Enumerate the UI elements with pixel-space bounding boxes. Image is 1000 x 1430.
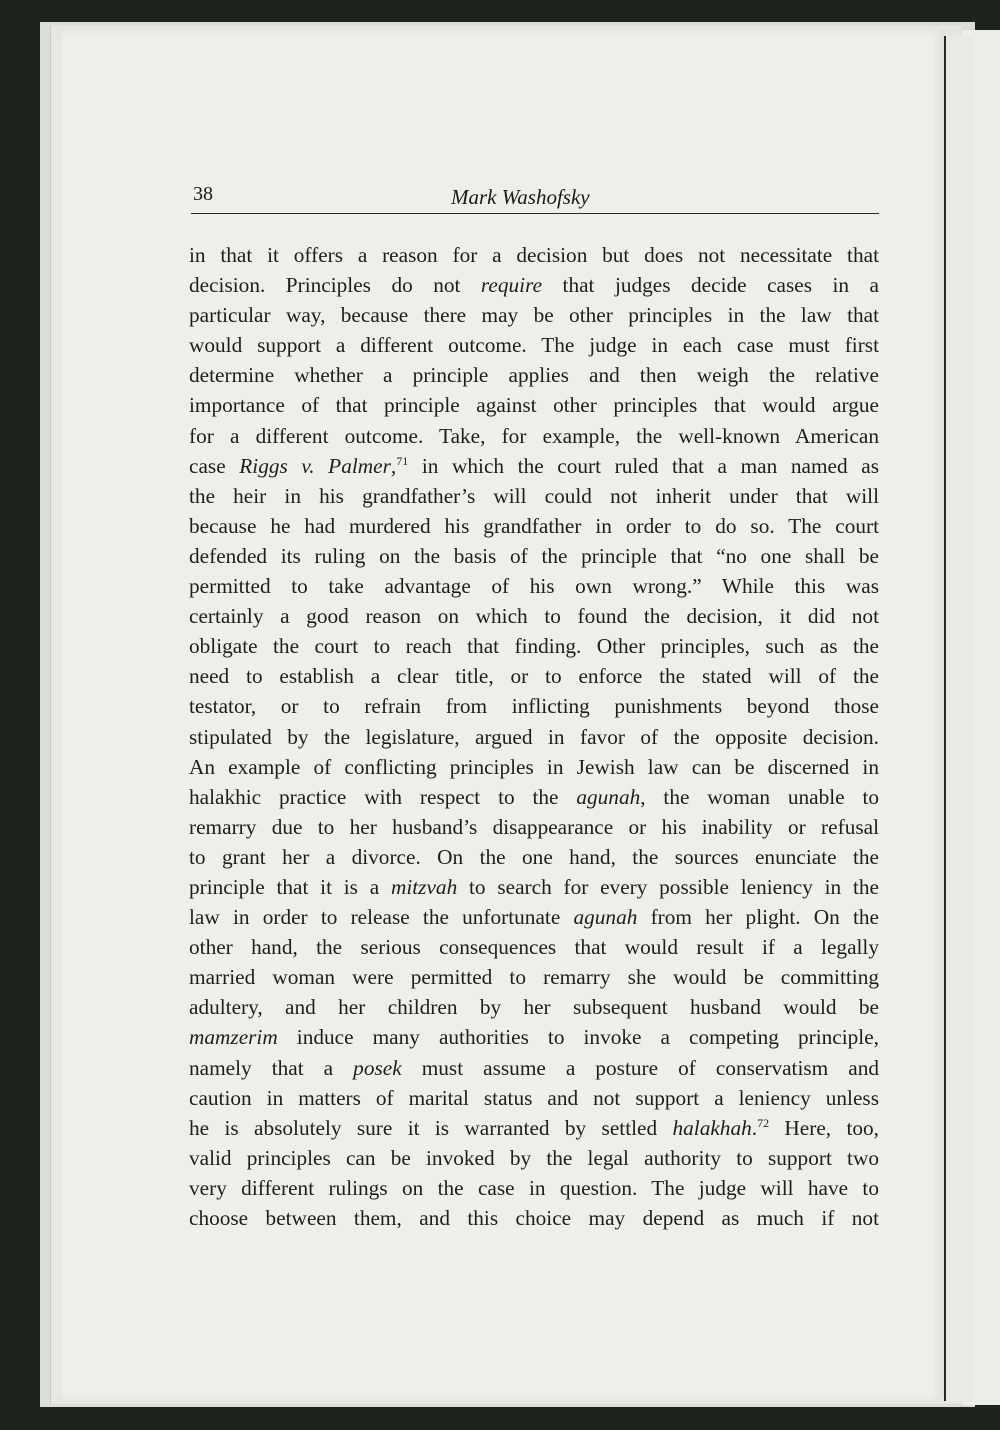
text-line: permitted to take advantage of his own wrong.” While this was bbox=[189, 574, 879, 599]
footnote-marker[interactable]: 72 bbox=[757, 1115, 770, 1130]
book-gutter bbox=[944, 36, 974, 1401]
page-header bbox=[191, 183, 879, 214]
italic-term: agunah bbox=[573, 905, 638, 930]
text-line: caution in matters of marital status and not support a leniency unless bbox=[189, 1085, 879, 1110]
text-line: testator, or to refrain from inflicting punishments beyond those bbox=[189, 694, 879, 719]
italic-term: agunah bbox=[576, 784, 641, 809]
text-line: case Riggs v. Palmer,$^{71}$ in which the court ruled that a man named as bbox=[189, 453, 879, 478]
text-line: defended its ruling on the basis of the principle that “no one shall be bbox=[189, 543, 879, 568]
text-line: because he had murdered his grandfather in order to do so. The court bbox=[189, 513, 879, 538]
text-line: he is absolutely sure it is warranted by settled halakhah.$^{72}$ Here, too, bbox=[189, 1115, 880, 1140]
text-line: adultery, and her children by her subsequent husband would be bbox=[189, 995, 879, 1020]
text-line: importance of that principle against other principles that would argue bbox=[189, 393, 879, 418]
text-line: law in order to release the unfortunate agunah from her plight. On the bbox=[189, 905, 880, 930]
text-line: particular way, because there may be other principles in the law that bbox=[189, 303, 879, 328]
italic-term: mitzvah bbox=[390, 874, 458, 899]
text-line: stipulated by the legislature, argued in favor of the opposite decision. bbox=[189, 724, 879, 749]
text-line: the heir in his grandfather’s will could not inherit under that will bbox=[189, 483, 879, 508]
text-line: in that it offers a reason for a decision but does not necessitate that bbox=[189, 243, 879, 267]
text-line: mamzerim induce many authorities to invoke a competing principle, bbox=[189, 1025, 879, 1050]
running-head: Mark Washofsky bbox=[451, 185, 590, 209]
text-line: halakhic practice with respect to the agunah, the woman unable to bbox=[189, 784, 880, 809]
italic-term: halakhah bbox=[672, 1115, 752, 1140]
text-line: An example of conflicting principles in Jewish law can be discerned in bbox=[189, 754, 879, 779]
text-line: principle that it is a mitzvah to search for every possible leniency in the bbox=[189, 874, 879, 899]
text-line: remarry due to her husband’s disappearance or his inability or refusal bbox=[189, 814, 879, 839]
text-line: need to establish a clear title, or to enforce the stated will of the bbox=[189, 664, 879, 689]
footnote-marker[interactable]: 71 bbox=[396, 453, 409, 468]
text-line: namely that a posek must assume a posture of conservatism and bbox=[189, 1055, 880, 1080]
text-line: very different rulings on the case in question. The judge will have to bbox=[189, 1175, 879, 1200]
text-line: valid principles can be invoked by the legal authority to support two bbox=[189, 1145, 879, 1170]
text-line: obligate the court to reach that finding. Other principles, such as the bbox=[189, 634, 879, 659]
text-line: certainly a good reason on which to found the decision, it did not bbox=[189, 604, 879, 629]
text-line: determine whether a principle applies and then weigh the relative bbox=[189, 363, 879, 388]
text-line: decision. Principles do not require that judges decide cases in a bbox=[189, 273, 879, 298]
italic-term: require bbox=[480, 273, 543, 298]
text-line: other hand, the serious consequences that would result if a legally bbox=[189, 935, 879, 960]
italic-term: mamzerim bbox=[189, 1025, 278, 1050]
text-line: for a different outcome. Take, for example, the well-known American bbox=[189, 423, 879, 448]
italic-term: posek bbox=[353, 1055, 402, 1080]
text-line: to grant her a divorce. On the one hand, the sources enunciate the bbox=[189, 844, 879, 869]
italic-term: Riggs v. Palmer bbox=[239, 453, 391, 478]
text-line: choose between them, and this choice may depend as much if not bbox=[189, 1206, 879, 1230]
text-line: married woman were permitted to remarry she would be committing bbox=[189, 965, 879, 990]
text-line: would support a different outcome. The judge in each case must first bbox=[189, 333, 879, 358]
body-text bbox=[189, 240, 879, 1233]
page-number: 38 bbox=[193, 183, 213, 205]
